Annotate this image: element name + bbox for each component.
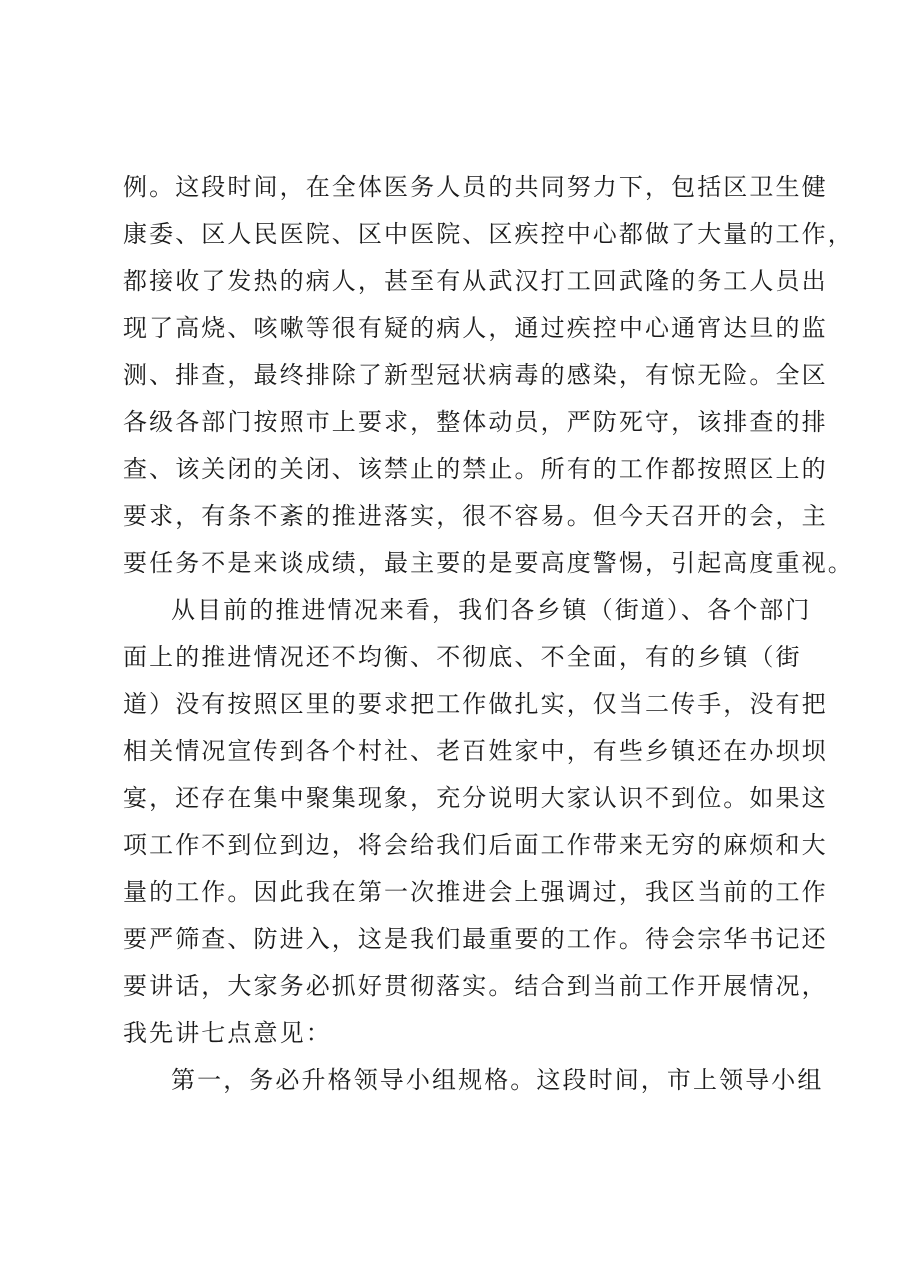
text-line: 相关情况宣传到各个村社、老百姓家中，有些乡镇还在办坝坝 [123, 737, 828, 765]
text-line: 要讲话，大家务必抓好贯彻落实。结合到当前工作开展情况， [123, 972, 828, 1000]
text-line: 都接收了发热的病人，甚至有从武汉打工回武隆的务工人员出 [123, 267, 828, 295]
paragraph-1 [123, 164, 854, 587]
text-line: 要求，有条不紊的推进落实，很不容易。但今天召开的会，主 [123, 502, 828, 530]
paragraph-2 [123, 587, 828, 1057]
text-line: 我先讲七点意见： [123, 1019, 332, 1047]
text-line: 面上的推进情况还不均衡、不彻底、不全面，有的乡镇（街 [123, 643, 802, 671]
text-line: 要任务不是来谈成绩，最主要的是要高度警惕，引起高度重视。 [123, 549, 854, 577]
text-line: 测、排查，最终排除了新型冠状病毒的感染，有惊无险。全区 [123, 361, 828, 389]
text-line: 康委、区人民医院、区中医院、区疾控中心都做了大量的工作， [123, 220, 854, 248]
text-line: 查、该关闭的关闭、该禁止的禁止。所有的工作都按照区上的 [123, 455, 828, 483]
document-body [123, 164, 854, 1104]
text-line: 各级各部门按照市上要求，整体动员，严防死守，该排查的排 [123, 408, 828, 436]
text-line: 要严筛查、防进入，这是我们最重要的工作。待会宗华书记还 [123, 925, 828, 953]
text-line: 道）没有按照区里的要求把工作做扎实，仅当二传手，没有把 [123, 690, 828, 718]
text-line: 例。这段时间，在全体医务人员的共同努力下，包括区卫生健 [123, 173, 828, 201]
text-line: 从目前的推进情况来看，我们各乡镇（街道）、各个部门 [171, 596, 812, 624]
paragraph-3 [123, 1057, 824, 1104]
text-line: 第一，务必升格领导小组规格。这段时间，市上领导小组 [171, 1066, 824, 1094]
text-line: 宴，还存在集中聚集现象，充分说明大家认识不到位。如果这 [123, 784, 828, 812]
text-line: 量的工作。因此我在第一次推进会上强调过，我区当前的工作 [123, 878, 828, 906]
text-line: 现了高烧、咳嗽等很有疑的病人，通过疾控中心通宵达旦的监 [123, 314, 828, 342]
text-line: 项工作不到位到边，将会给我们后面工作带来无穷的麻烦和大 [123, 831, 828, 859]
